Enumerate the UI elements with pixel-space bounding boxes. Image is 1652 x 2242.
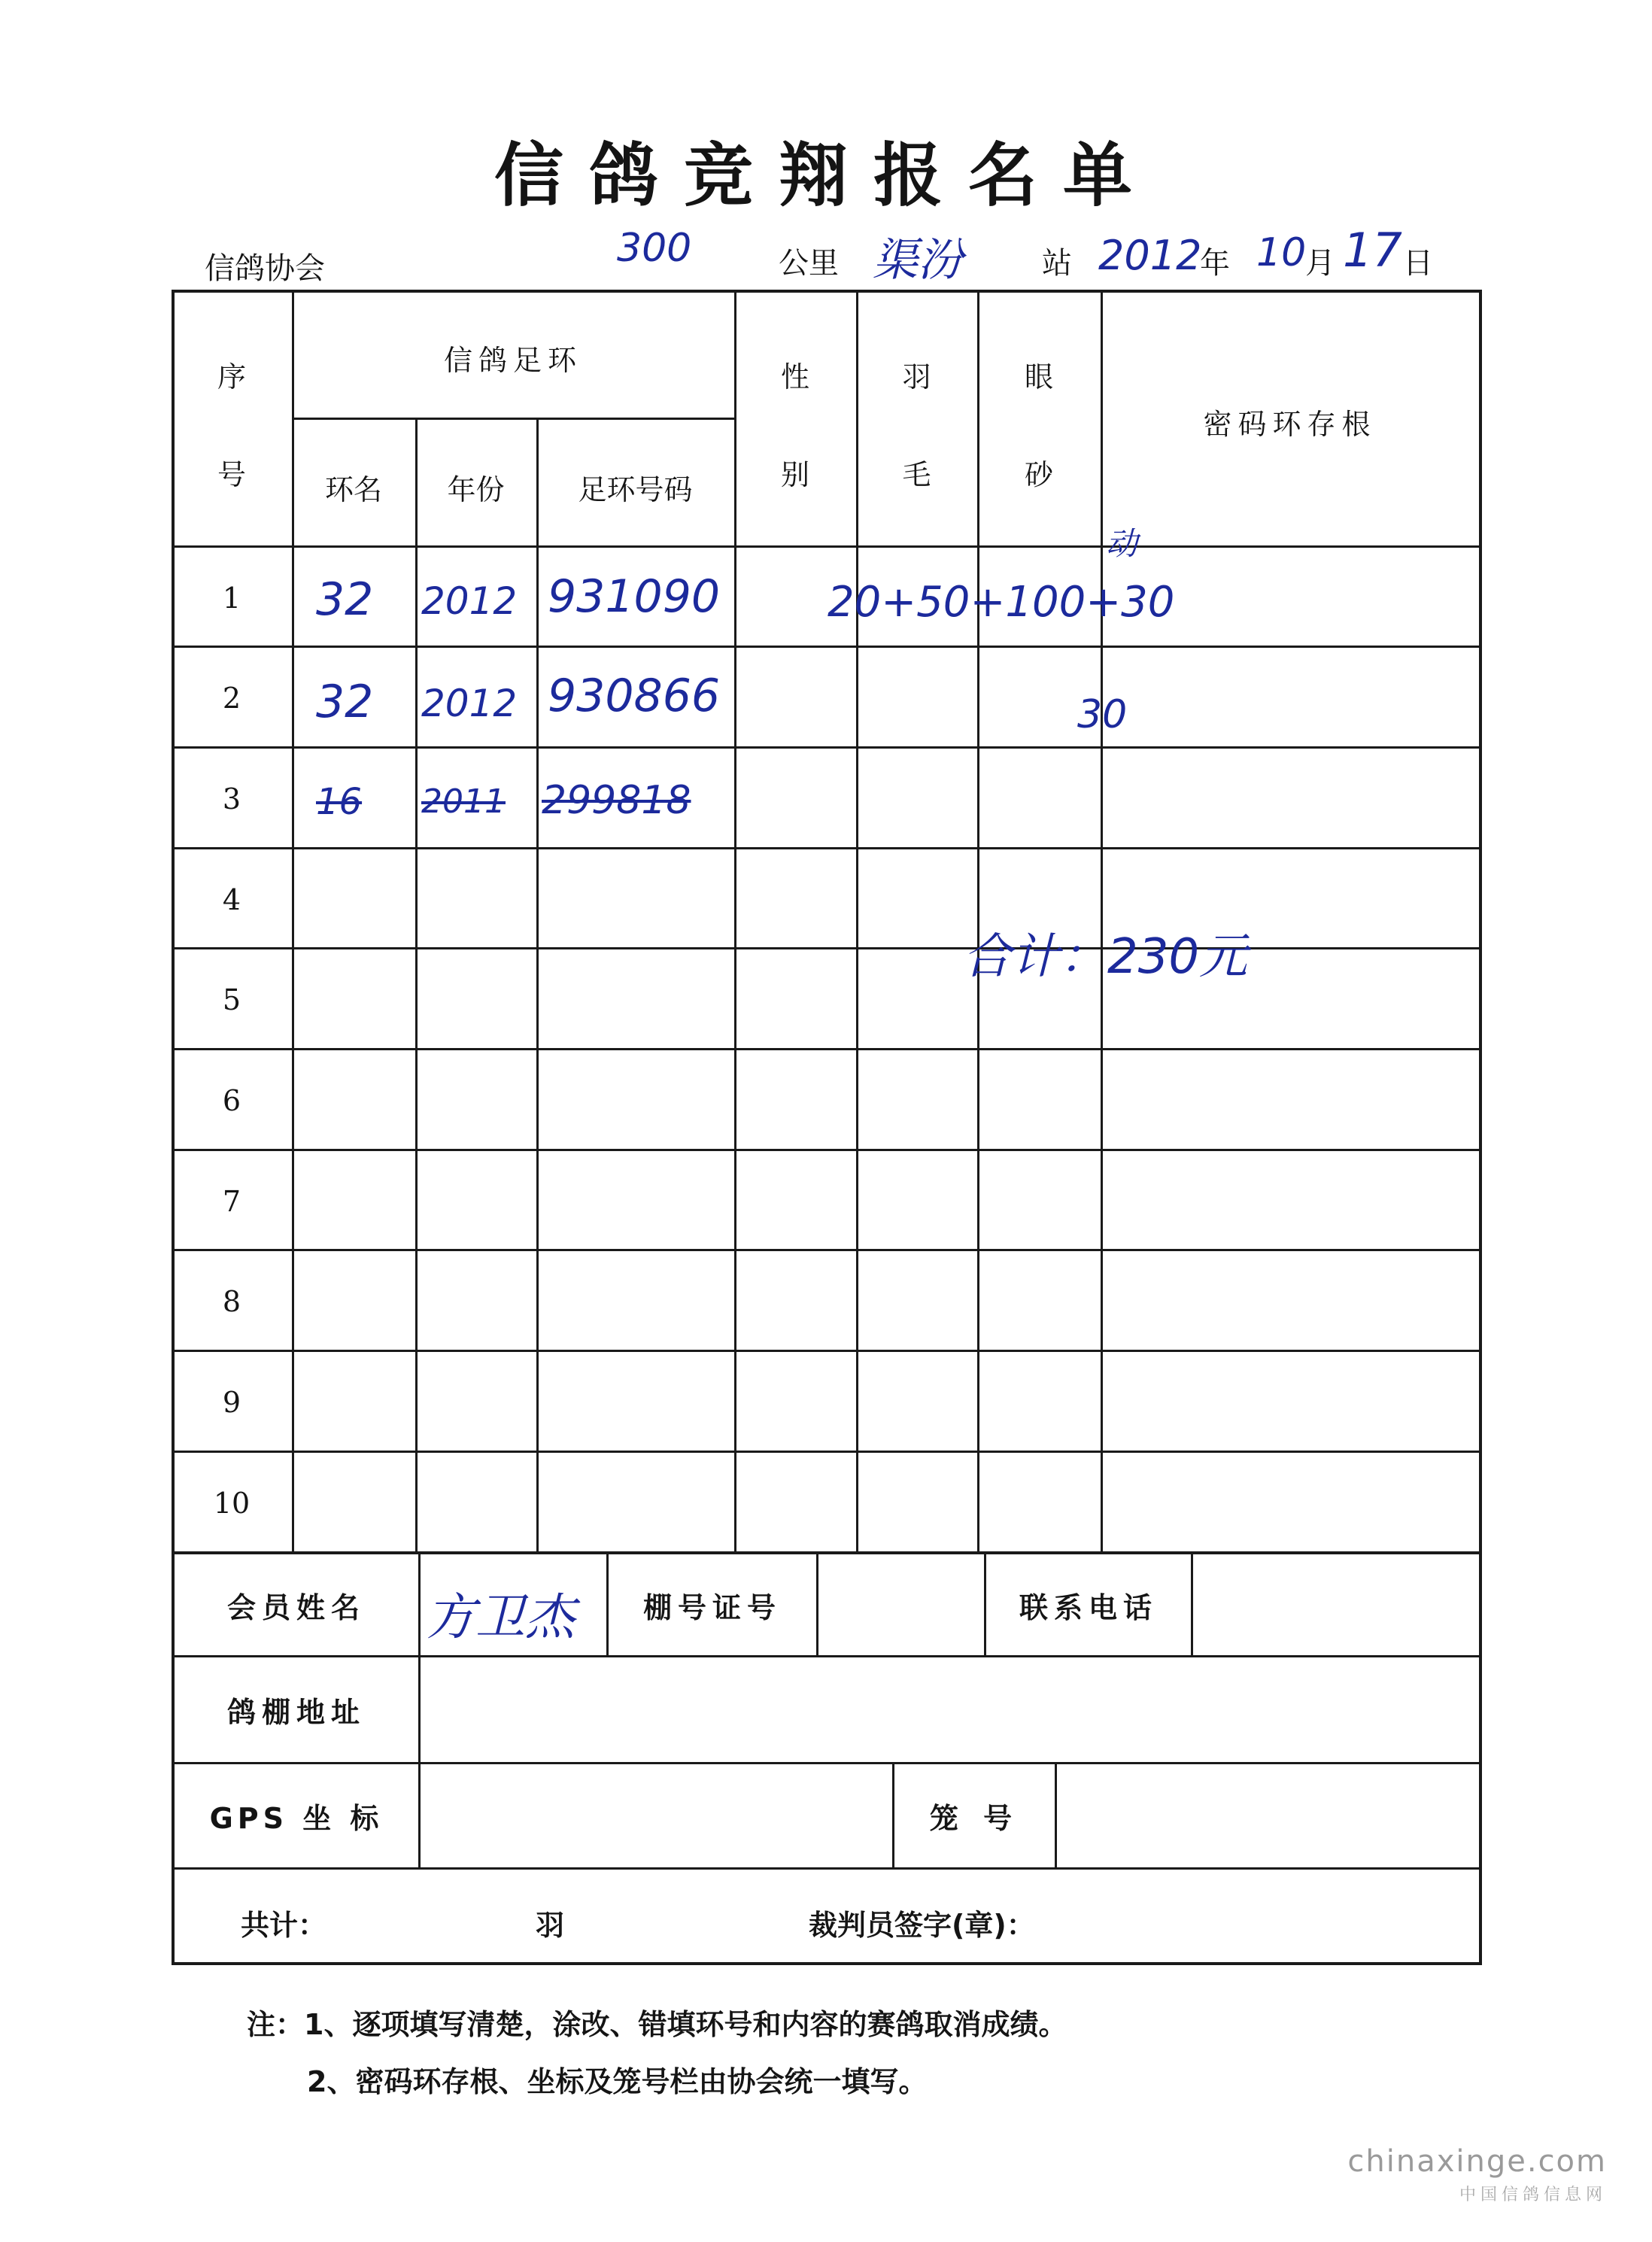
form-title: 信鸽竞翔报名单 (493, 135, 1158, 216)
header-serial-bottom: 号 (217, 458, 246, 491)
member-name-value: 方卫杰 (426, 1588, 575, 1646)
row-number: 6 (222, 1084, 241, 1117)
watermark-domain: chinaxinge.com (1347, 2144, 1607, 2179)
row-number: 5 (222, 983, 241, 1016)
row2-fee: 30 (1077, 692, 1128, 737)
total-fee-note: 合计：230元 (963, 929, 1248, 985)
year-unit: 年 (1200, 246, 1230, 281)
phone-label: 联系电话 (1019, 1590, 1158, 1624)
row1-fees: 20+50+100+30 (828, 578, 1175, 627)
row-number: 9 (222, 1386, 241, 1419)
row-number: 1 (222, 582, 241, 615)
day-unit: 日 (1403, 246, 1433, 281)
row-number: 3 (222, 782, 241, 816)
header-feather-top: 羽 (902, 360, 931, 393)
row-number: 2 (222, 682, 241, 715)
header-eye-bottom: 砂 (1024, 458, 1053, 491)
header-sex-bottom: 别 (780, 458, 809, 491)
row-number: 8 (222, 1285, 241, 1318)
station-value: 渠汾 (873, 234, 963, 287)
row3-ring-number: 299818 (542, 778, 691, 823)
row-number: 4 (222, 883, 241, 916)
row2-ring-name: 32 (316, 676, 374, 728)
total-label: 共计： (241, 1909, 327, 1942)
distance-unit: 公里 (779, 246, 839, 281)
station-unit: 站 (1042, 246, 1072, 281)
note-1: 注：1、逐项填写清楚，涂改、错填环号和内容的赛鸽取消成绩。 (247, 2008, 1067, 2041)
referee-signature-label: 裁判员签字(章)： (809, 1909, 1035, 1942)
header-ring-number: 足环号码 (578, 473, 693, 506)
row2-ring-year: 2012 (421, 682, 518, 725)
header-password-stub: 密码环存根 (1203, 408, 1377, 441)
day-value: 17 (1343, 223, 1402, 278)
header-ring-year: 年份 (447, 473, 505, 506)
row-number: 7 (222, 1185, 241, 1218)
row-number: 10 (213, 1487, 251, 1520)
cage-label: 笼 号 (929, 1802, 1020, 1835)
year-value: 2012 (1098, 232, 1202, 279)
loft-id-label: 棚号证号 (642, 1590, 782, 1624)
gps-label: GPS 坐 标 (209, 1802, 384, 1835)
distance-value: 300 (617, 226, 692, 271)
header-ring-name: 环名 (324, 473, 382, 506)
watermark-subtitle: 中国信鸽信息网 (1459, 2186, 1607, 2204)
member-name-label: 会员姓名 (226, 1590, 366, 1624)
month-unit: 月 (1305, 246, 1335, 281)
row1-ring-name: 32 (316, 573, 374, 626)
row1-above-note: 动 (1106, 525, 1138, 562)
header-serial-top: 序 (217, 360, 246, 393)
row3-ring-name: 16 (316, 781, 363, 823)
header-feather-bottom: 毛 (902, 458, 931, 491)
row2-ring-number: 930866 (548, 670, 721, 722)
header-ring-group: 信鸽足环 (443, 344, 582, 377)
month-value: 10 (1256, 230, 1307, 275)
note-2: 2、密码环存根、坐标及笼号栏由协会统一填写。 (307, 2065, 928, 2098)
total-feather-unit: 羽 (536, 1909, 565, 1942)
row1-ring-year: 2012 (421, 579, 518, 623)
row3-ring-year: 2011 (421, 782, 506, 821)
loft-address-label: 鸽棚地址 (226, 1696, 366, 1729)
header-eye-top: 眼 (1024, 360, 1053, 393)
association-label: 信鸽协会 (205, 251, 325, 286)
header-sex-top: 性 (780, 360, 809, 393)
row1-ring-number: 931090 (548, 570, 721, 623)
